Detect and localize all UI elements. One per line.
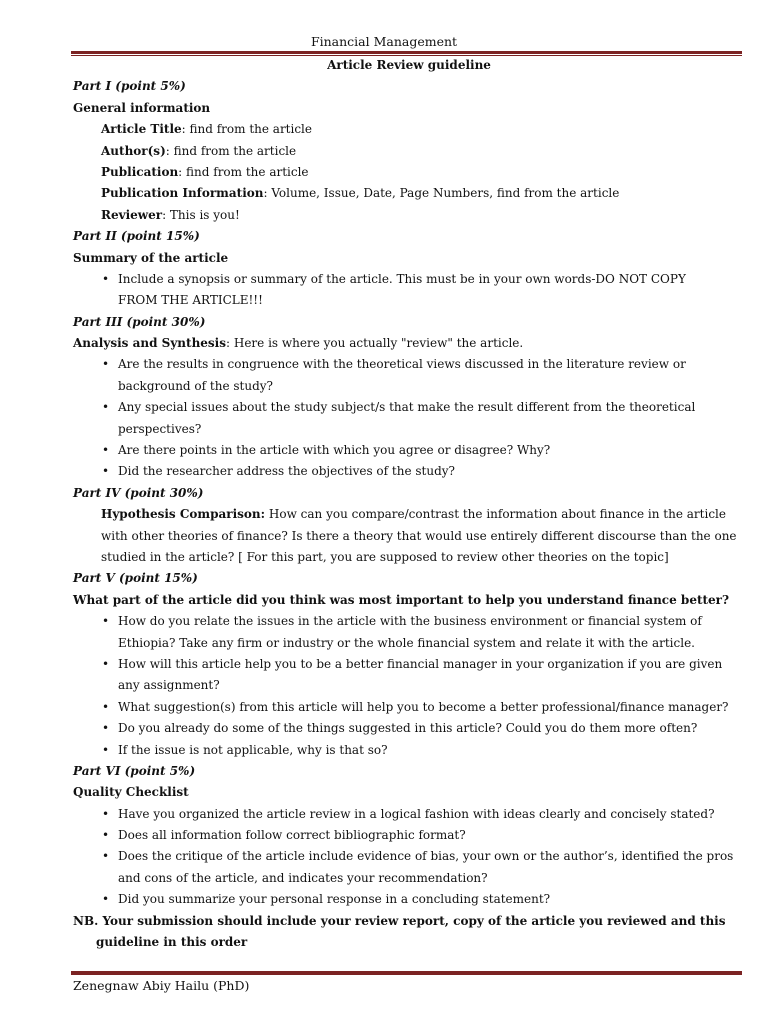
field-reviewer [73,205,745,226]
bullet-icon: • [102,699,110,714]
footer-rule [71,970,742,975]
part6-subheading: Quality Checklist [73,785,189,800]
part4-text: How can you compare/contrast the information about finance in the article [265,507,726,522]
part3-intro-text: : Here is where you actually "review" the article. [226,336,524,351]
part4-line [73,504,745,525]
part3-intro [73,333,745,354]
part2-subheading: Summary of the article [73,250,229,265]
list-item [73,718,745,739]
list-item-text: Did you summarize your personal response in a concluding statement? [118,892,551,907]
bullet-icon: • [102,742,110,757]
part1-heading: Part I (point 5%) [73,79,186,94]
list-item-continuation: any assignment? [118,678,220,693]
field-publication [73,162,745,183]
nb-note-continuation: guideline in this order [96,935,248,950]
part5-heading: Part V (point 15%) [73,571,198,586]
list-item-continuation: background of the study? [118,378,273,393]
bullet-icon: • [102,806,110,821]
part4-heading: Part IV (point 30%) [73,485,204,500]
list-item [73,825,745,846]
part4-line: with other theories of finance? Is there a theory that would use entirely different discourse than the one [101,528,737,543]
bullet-icon: • [102,400,110,415]
list-item [73,397,745,418]
field-text: : find from the article [165,143,297,158]
bullet-icon: • [102,721,110,736]
list-item-text: Are there points in the article with which you agree or disagree? Why? [118,443,551,458]
list-item-text: How do you relate the issues in the article with the business environment or financial system of [118,614,702,629]
list-item-text: Have you organized the article review in a logical fashion with ideas clearly and concisely stated? [118,806,715,821]
field-article-title [73,119,745,140]
bullet-icon: • [102,892,110,907]
list-item-text: Does the critique of the article include evidence of bias, your own or the author’s, identified the pros [118,849,734,864]
list-item [73,804,745,825]
list-item [73,889,745,910]
list-item-text: Are the results in congruence with the theoretical views discussed in the literature review or [118,357,686,372]
field-label: Reviewer [101,207,163,222]
list-item-continuation: Ethiopia? Take any firm or industry or the whole financial system and relate it with the article. [118,635,695,650]
bullet-icon: • [102,443,110,458]
document-body [73,55,745,953]
field-text: : Volume, Issue, Date, Page Numbers, find from the article [263,186,620,201]
part4-label: Hypothesis Comparison: [101,507,266,522]
part6-heading: Part VI (point 5%) [73,763,196,778]
list-item-text: What suggestion(s) from this article will help you to become a better professional/finance manager? [118,699,729,714]
field-authors [73,141,745,162]
field-text: : find from the article [181,122,312,137]
field-label: Author(s) [101,143,166,158]
part3-intro-label: Analysis and Synthesis [73,336,226,351]
list-item-continuation: FROM THE ARTICLE!!! [118,293,263,308]
list-item [73,461,745,482]
part2-heading: Part II (point 15%) [73,229,200,244]
list-item [73,611,745,632]
field-label: Publication Information [101,186,264,201]
nb-note: NB. Your submission should include your review report, copy of the article you reviewed and this [73,913,726,928]
bullet-icon: • [102,828,110,843]
list-item-text: Any special issues about the study subject/s that make the result different from the theoretical [118,400,696,415]
bullet-icon: • [102,614,110,629]
list-item [73,846,745,867]
list-item-text: Did the researcher address the objectives of the study? [118,464,455,479]
list-item [73,354,745,375]
list-item [73,440,745,461]
field-label: Article Title [101,122,182,137]
bullet-icon: • [102,271,110,286]
field-label: Publication [101,164,179,179]
bullet-icon: • [102,656,110,671]
field-text: : This is you! [162,207,240,222]
list-item [73,740,745,761]
part4-line: studied in the article? [ For this part, you are supposed to review other theories on the topic] [101,549,669,564]
list-item-text: Do you already do some of the things suggested in this article? Could you do them more often? [118,721,698,736]
list-item [73,269,745,290]
list-item-text: How will this article help you to be a better financial manager in your organization if you are given [118,656,723,671]
bullet-icon: • [102,464,110,479]
bullet-icon: • [102,357,110,372]
list-item-text: Include a synopsis or summary of the article. This must be in your own words-DO NOT COPY [118,271,686,286]
list-item-text: Does all information follow correct bibliographic format? [118,828,466,843]
field-text: : find from the article [178,164,309,179]
bullet-icon: • [102,849,110,864]
part1-subheading: General information [73,100,211,115]
list-item-continuation: perspectives? [118,421,202,436]
page-footer: Zenegnaw Abiy Hailu (PhD) [73,978,250,993]
page-header: Financial Management [310,34,458,49]
list-item [73,697,745,718]
list-item [73,654,745,675]
part5-question: What part of the article did you think was most important to help you understand finance better? [73,592,730,607]
document-title: Article Review guideline [327,58,491,72]
field-publication-info [73,183,745,204]
part3-heading: Part III (point 30%) [73,314,206,329]
list-item-continuation: and cons of the article, and indicates your recommendation? [118,870,488,885]
list-item-text: If the issue is not applicable, why is that so? [118,742,388,757]
